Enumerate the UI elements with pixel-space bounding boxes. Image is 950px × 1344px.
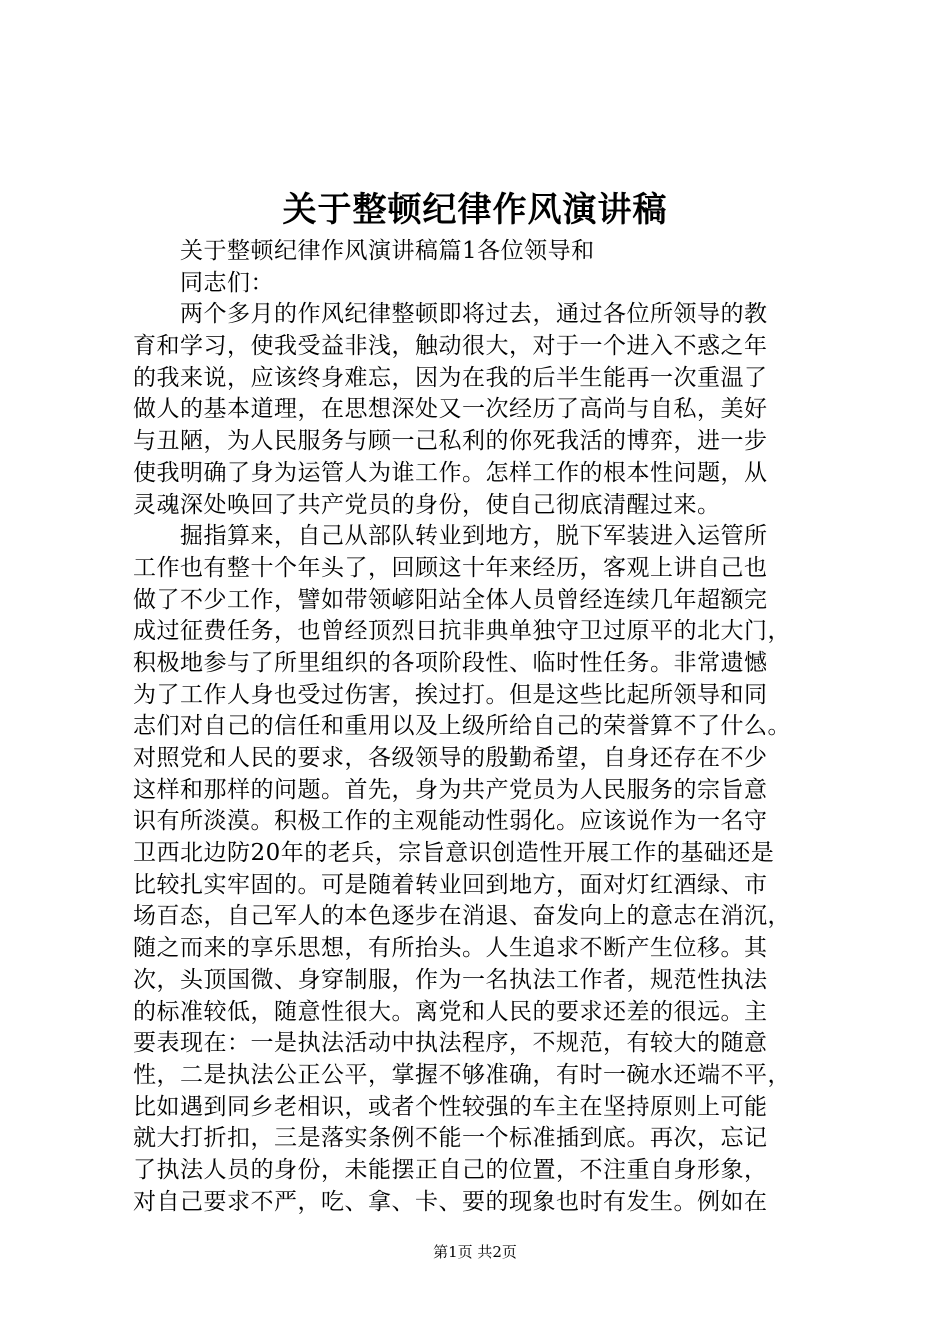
text-line: 与丑陋，为人民服务与顾一己私利的你死我活的博弈，进一步	[133, 428, 768, 455]
text-line: 使我明确了身为运管人为谁工作。怎样工作的根本性问题，从	[133, 459, 768, 486]
text-line: 比较扎实牢固的。可是随着转业回到地方，面对灯红酒绿、市	[133, 871, 768, 898]
text-line: 对照党和人民的要求，各级领导的殷勤希望，自身还存在不少	[133, 745, 768, 771]
text-line: 性，二是执法公正公平，掌握不够准确，有时一碗水还端不平，	[133, 1061, 791, 1088]
text-line: 做了不少工作，譬如带领嵃阳站全体人员曾经连续几年超额完	[133, 586, 768, 613]
text-line: 灵魂深处唤回了共产党员的身份，使自己彻底清醒过来。	[133, 491, 721, 518]
text-line: 关于整顿纪律作风演讲稿篇1各位领导和	[180, 238, 595, 264]
text-line: 随之而来的享乐思想，有所抬头。人生追求不断产生位移。其	[133, 935, 768, 962]
text-line: 积极地参与了所里组织的各项阶段性、临时性任务。非常遗憾	[133, 649, 768, 676]
text-line: 这样和那样的问题。首先，身为共产党员为人民服务的宗旨意	[133, 776, 768, 803]
text-line: 就大打折扣，三是落实条例不能一个标准插到底。再次，忘记	[133, 1125, 768, 1152]
text-line: 掘指算来，自己从部队转业到地方，脱下军装进入运管所	[180, 523, 768, 550]
text-line: 识有所淡漠。积极工作的主观能动性弱化。应该说作为一名守	[133, 808, 768, 835]
text-line: 了执法人员的身份，未能摆正自己的位置，不注重自身形象，	[133, 1156, 768, 1183]
text-line: 场百态，自己军人的本色逐步在消退、奋发向上的意志在消沉，	[133, 903, 791, 930]
text-line: 志们对自己的信任和重用以及上级所给自己的荣誉算不了什么。	[133, 713, 791, 740]
document-body	[133, 236, 853, 1218]
text-line: 次，头顶国微、身穿制服，作为一名执法工作者，规范性执法	[133, 966, 768, 993]
text-line: 为了工作人身也受过伤害，挨过打。但是这些比起所领导和同	[133, 681, 768, 708]
text-line: 的标准较低，随意性很大。离党和人民的要求还差的很远。主	[133, 998, 768, 1025]
page-footer: 第1页 共2页	[433, 1243, 517, 1261]
text-line: 对自己要求不严，吃、拿、卡、要的现象也时有发生。例如在	[133, 1188, 768, 1215]
text-line: 两个多月的作风纪律整顿即将过去，通过各位所领导的教	[180, 301, 768, 328]
text-line: 比如遇到同乡老相识，或者个性较强的车主在坚持原则上可能	[133, 1093, 768, 1120]
text-line: 卫西北边防20年的老兵，宗旨意识创造性开展工作的基础还是	[133, 840, 775, 867]
document-title: 关于整顿纪律作风演讲稿	[282, 190, 668, 230]
text-line: 的我来说，应该终身难忘，因为在我的后半生能再一次重温了	[133, 364, 768, 391]
text-line: 育和学习，使我受益非浅，触动很大，对于一个进入不惑之年	[133, 333, 768, 360]
text-line: 成过征费任务，也曾经顶烈日抗非典单独守卫过原平的北大门，	[133, 618, 791, 645]
text-line: 工作也有整十个年头了，回顾这十年来经历，客观上讲自己也	[133, 554, 768, 581]
text-line: 做人的基本道理，在思想深处又一次经历了高尚与自私，美好	[133, 396, 768, 423]
text-line: 要表现在：一是执法活动中执法程序，不规范，有较大的随意	[133, 1030, 768, 1057]
text-line: 同志们：	[180, 269, 274, 296]
